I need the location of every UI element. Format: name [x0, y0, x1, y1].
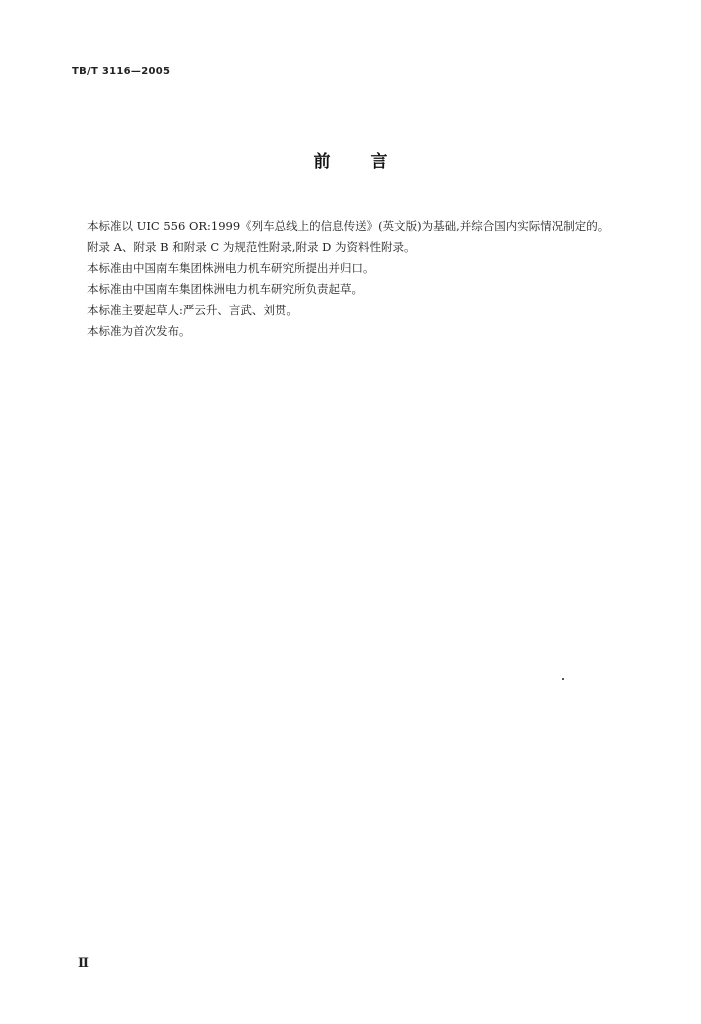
paragraph-first-release: 本标准为首次发布。	[87, 324, 191, 338]
paragraph-drafter-org: 本标准由中国南车集团株洲电力机车研究所负责起草。	[87, 282, 363, 296]
foreword-body	[60, 216, 640, 342]
page-title: 前言	[313, 152, 428, 172]
standard-code: TB/T 3116—2005	[72, 66, 171, 77]
paragraph-annexes: 附录 A、附录 B 和附录 C 为规范性附录,附录 D 为资料性附录。	[87, 240, 416, 254]
paragraph-proposer: 本标准由中国南车集团株洲电力机车研究所提出并归口。	[87, 261, 375, 275]
page-number: Ⅱ	[78, 956, 89, 971]
paragraph-drafters: 本标准主要起草人:严云升、言武、刘贯。	[87, 303, 298, 317]
paragraph-basis: 本标准以 UIC 556 OR:1999《列车总线上的信息传送》(英文版)为基础,并综合国内实际情况制定的。	[87, 219, 610, 233]
scan-speck	[562, 678, 564, 680]
